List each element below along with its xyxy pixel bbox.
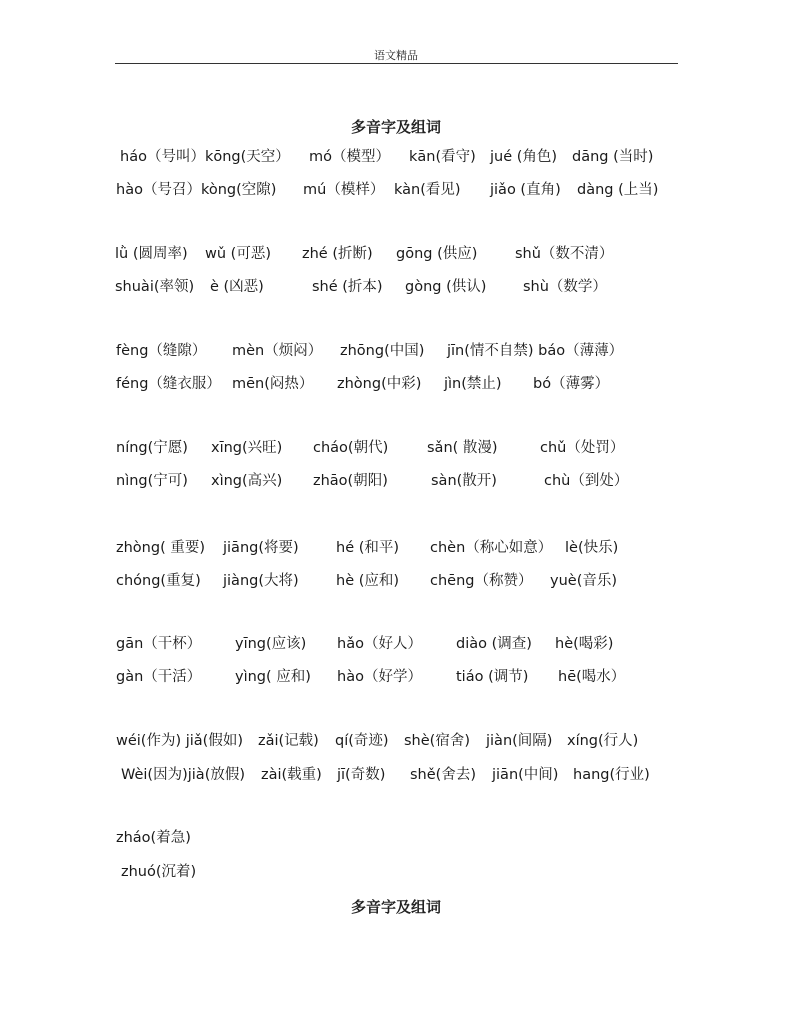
word-entry: jī(奇数) bbox=[337, 767, 386, 783]
word-entry: zhuó(沉着) bbox=[121, 864, 197, 880]
word-entry: yìng( 应和) bbox=[235, 669, 311, 685]
word-entry: fèng（缝隙） bbox=[116, 343, 207, 359]
word-row bbox=[0, 244, 792, 264]
word-entry: gān（干杯） bbox=[116, 636, 202, 652]
word-row bbox=[0, 862, 792, 882]
word-entry: tiáo (调节) bbox=[456, 669, 529, 685]
word-entry: qí(奇迹) bbox=[335, 733, 389, 749]
word-entry: lǜ (圆周率) bbox=[115, 246, 188, 262]
word-entry: mēn(闷热） bbox=[232, 376, 314, 392]
word-entry: cháo(朝代) bbox=[313, 440, 389, 456]
word-entry: dàng (上当) bbox=[577, 182, 659, 198]
word-entry: hé (和平) bbox=[336, 540, 400, 556]
word-entry: jiān(中间) bbox=[492, 767, 559, 783]
word-entry: gòng (供认) bbox=[405, 279, 487, 295]
word-row bbox=[0, 765, 792, 785]
word-entry: chóng(重复) bbox=[116, 573, 201, 589]
word-entry: yīng(应该) bbox=[235, 636, 307, 652]
word-entry: shé (折本) bbox=[312, 279, 383, 295]
word-entry: jué (角色) bbox=[490, 149, 558, 165]
word-row bbox=[0, 731, 792, 751]
word-entry: xīng(兴旺) bbox=[211, 440, 283, 456]
word-entry: zài(载重) bbox=[261, 767, 322, 783]
header-divider bbox=[115, 63, 678, 64]
word-entry: kān(看守) bbox=[409, 149, 476, 165]
word-entry: hè(喝彩) bbox=[555, 636, 614, 652]
word-entry: wéi(作为) jiǎ(假如) bbox=[116, 733, 243, 749]
word-entry: chǔ（处罚） bbox=[540, 440, 625, 456]
word-entry: hǎo（好人） bbox=[337, 636, 422, 652]
word-entry: jìn(禁止) bbox=[444, 376, 502, 392]
word-entry: shǔ（数不清） bbox=[515, 246, 614, 262]
word-entry: mèn（烦闷） bbox=[232, 343, 323, 359]
word-row bbox=[0, 471, 792, 491]
word-entry: féng（缝衣服） bbox=[116, 376, 221, 392]
word-entry: jiǎo (直角) bbox=[490, 182, 561, 198]
word-entry: è (凶恶) bbox=[210, 279, 264, 295]
word-entry: gàn（干活） bbox=[116, 669, 202, 685]
word-entry: zǎi(记载) bbox=[258, 733, 319, 749]
word-entry: xíng(行人) bbox=[567, 733, 639, 749]
word-entry: zháo(着急) bbox=[116, 830, 191, 846]
word-entry: sǎn( 散漫) bbox=[427, 440, 498, 456]
word-entry: chù（到处） bbox=[544, 473, 629, 489]
word-entry: lè(快乐) bbox=[565, 540, 619, 556]
word-entry: jiàng(大将) bbox=[223, 573, 299, 589]
word-row bbox=[0, 634, 792, 654]
word-entry: zhòng( 重要) bbox=[116, 540, 205, 556]
word-entry: yuè(音乐) bbox=[550, 573, 618, 589]
word-entry: zhòng(中彩) bbox=[337, 376, 422, 392]
word-row bbox=[0, 667, 792, 687]
word-entry: shuài(率领) bbox=[115, 279, 195, 295]
word-row bbox=[0, 828, 792, 848]
word-entry: shù（数学） bbox=[523, 279, 607, 295]
word-entry: kàn(看见) bbox=[394, 182, 461, 198]
word-entry: chēng（称赞） bbox=[430, 573, 533, 589]
word-entry: mó（模型） bbox=[309, 149, 390, 165]
word-entry: zhāo(朝阳) bbox=[313, 473, 388, 489]
word-entry: shè(宿舍) bbox=[404, 733, 470, 749]
word-entry: zhōng(中国) bbox=[340, 343, 425, 359]
word-entry: jīn(情不自禁) báo（薄薄） bbox=[447, 343, 624, 359]
word-entry: zhé (折断) bbox=[302, 246, 373, 262]
word-entry: chèn（称心如意） bbox=[430, 540, 553, 556]
word-entry: shě(舍去) bbox=[410, 767, 476, 783]
word-entry: Wèi(因为)jià(放假) bbox=[121, 767, 246, 783]
word-entry: jiàn(间隔) bbox=[486, 733, 553, 749]
word-entry: wǔ (可恶) bbox=[205, 246, 271, 262]
footer-title: 多音字及组词 bbox=[350, 898, 441, 916]
word-entry: gōng (供应) bbox=[396, 246, 478, 262]
word-entry: diào (调查) bbox=[456, 636, 532, 652]
page-header: 语文精品 bbox=[374, 49, 418, 62]
word-entry: hào（好学） bbox=[337, 669, 422, 685]
word-entry: hè (应和) bbox=[336, 573, 400, 589]
word-entry: bó（薄雾） bbox=[533, 376, 610, 392]
word-entry: hē(喝水） bbox=[558, 669, 626, 685]
word-row bbox=[0, 438, 792, 458]
word-row bbox=[0, 374, 792, 394]
word-entry: hào（号召）kòng(空隙) bbox=[116, 182, 277, 198]
document-title: 多音字及组词 bbox=[350, 118, 441, 136]
word-row bbox=[0, 277, 792, 297]
word-row bbox=[0, 341, 792, 361]
word-entry: sàn(散开) bbox=[431, 473, 497, 489]
word-entry: jiāng(将要) bbox=[223, 540, 299, 556]
word-row bbox=[0, 571, 792, 591]
word-entry: háo（号叫）kōng(天空） bbox=[120, 149, 290, 165]
word-row bbox=[0, 180, 792, 200]
word-entry: hang(行业) bbox=[573, 767, 650, 783]
word-entry: dāng (当时) bbox=[572, 149, 654, 165]
word-row bbox=[0, 147, 792, 167]
word-row bbox=[0, 538, 792, 558]
word-entry: nìng(宁可) bbox=[116, 473, 188, 489]
word-entry: xìng(高兴) bbox=[211, 473, 283, 489]
word-entry: mú（模样） bbox=[303, 182, 385, 198]
word-entry: níng(宁愿) bbox=[116, 440, 188, 456]
